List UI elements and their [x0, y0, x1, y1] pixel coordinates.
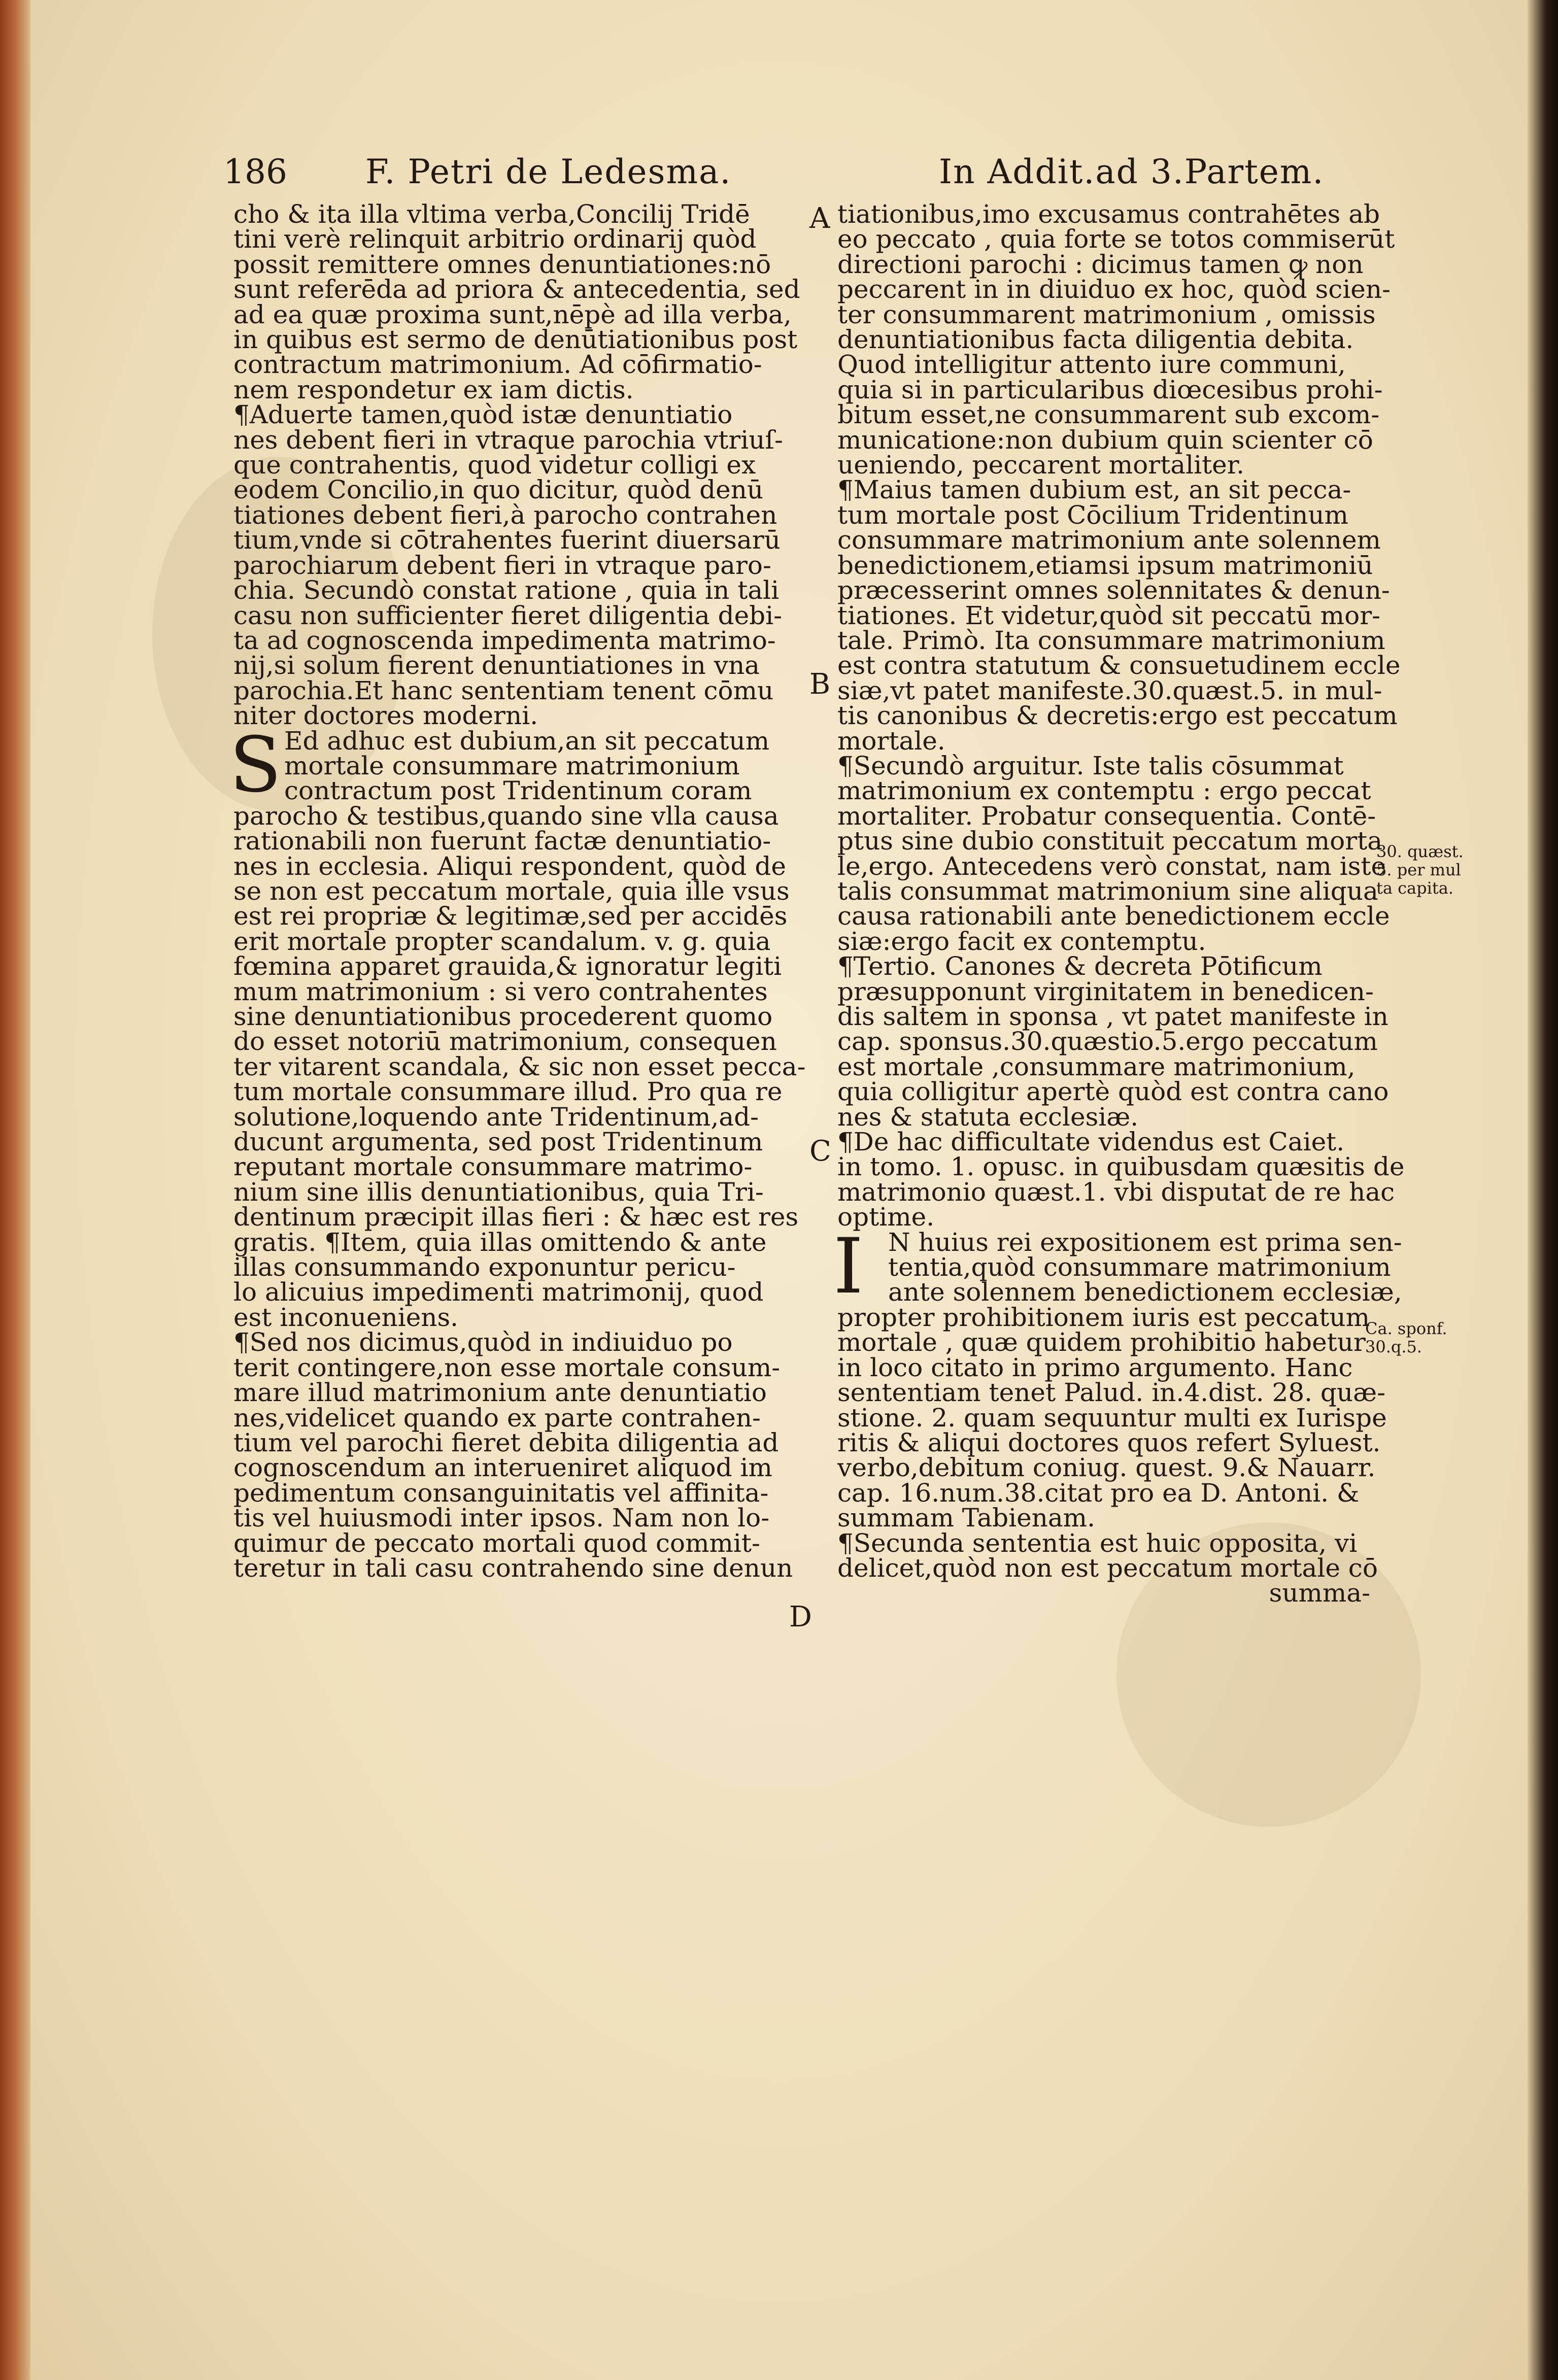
text-line: siæ,vt patet manifeste.30.quæst.5. in mul- [837, 675, 1382, 705]
text-line: cognoscendum an interueniret aliquod im [233, 1453, 772, 1483]
text-line: propter prohibitionem iuris est peccatum [837, 1302, 1370, 1332]
text-line: terit contingere,non esse mortale consum- [233, 1352, 781, 1382]
text-line: stione. 2. quam sequuntur multi ex Iurispe [837, 1403, 1387, 1433]
text-line: tiationes debent fieri,à parocho contrahen [233, 500, 777, 530]
paragraph [233, 199, 802, 404]
page-edge-right [1528, 0, 1558, 2380]
paragraph-with-initial [229, 721, 806, 1332]
text-line: ¶Tertio. Canones & decreta Pōtificum [837, 951, 1323, 981]
text-line: nium sine illis denuntiationibus, quia Tri- [233, 1177, 764, 1207]
margin-note-line: ta capita. [1376, 878, 1453, 898]
text-line: municatione:non dubium quin scienter cō [837, 425, 1373, 455]
text-line: illas consummando exponuntur pericu- [233, 1252, 736, 1282]
text-line: est contra statutum & consuetudinem eccle [837, 651, 1401, 681]
text-line: bitum esset,ne consummarent sub excom- [837, 400, 1380, 430]
paragraph [837, 1302, 1387, 1533]
text-line: niter doctores moderni. [233, 701, 538, 731]
text-line: ptus sine dubio constituit peccatum morta [837, 826, 1383, 856]
text-line: possit remittere omnes denuntiationes:nō [233, 249, 771, 279]
text-line: quimur de peccato mortali quod commit- [233, 1528, 760, 1558]
text-line: dis saltem in sponsa , vt patet manifeste in [837, 1002, 1388, 1031]
text-line: lo alicuius impedimenti matrimonij, quod [233, 1277, 764, 1307]
indented-lines [837, 1227, 1402, 1307]
text-line: causa rationabili ante benedictionem eccle [837, 901, 1390, 931]
text-line: quia si in particularibus diœcesibus prohi- [837, 375, 1383, 404]
catchword-text: summa- [1269, 1578, 1370, 1608]
text-line: tiationibus,imo excusamus contrahētes ab [837, 199, 1380, 229]
text-line: que contrahentis, quod videtur colligi ex [233, 450, 756, 480]
text-line: cap. 16.num.38.citat pro ea D. Antoni. & [837, 1478, 1360, 1508]
text-line: mum matrimonium : si vero contrahentes [233, 976, 768, 1006]
text-line: peccarent in in diuiduo ex hoc, quòd scien- [837, 275, 1391, 304]
text-line: benedictionem,etiamsi ipsum matrimoniū [837, 550, 1373, 580]
text-line: cap. sponsus.30.quæstio.5.ergo peccatum [837, 1027, 1378, 1057]
page-number: 186 [223, 152, 287, 191]
text-line: ritis & aliqui doctores quos refert Syluest. [837, 1427, 1381, 1457]
text-line: nes & statuta ecclesiæ. [837, 1102, 1139, 1132]
text-line: parochia.Et hanc sententiam tenent cōmu [233, 675, 774, 705]
text-line: ¶Maius tamen dubium est, an sit pecca- [837, 475, 1351, 505]
paragraph [837, 475, 1401, 756]
page-edge-left [0, 0, 30, 2380]
paragraph [837, 199, 1395, 480]
text-line: summam Tabienam. [837, 1503, 1095, 1533]
section-letter-c: C [809, 1135, 831, 1168]
paragraph [837, 951, 1389, 1132]
text-line: nes in ecclesia. Aliqui respondent, quòd de [233, 851, 786, 881]
text-line: ueniendo, peccarent mortaliter. [837, 450, 1245, 480]
text-line: ¶Secunda sententia est huic opposita, vi [837, 1528, 1358, 1558]
text-line: tis canonibus & decretis:ergo est peccatum [837, 701, 1398, 731]
text-line: contractum post Tridentinum coram [284, 776, 752, 806]
text-line: eo peccato , quia forte se totos commiserūt [837, 224, 1395, 254]
text-line: præsupponunt virginitatem in benedicen- [837, 976, 1374, 1006]
running-title-section: In Addit.ad 3.Partem. [939, 152, 1325, 191]
paragraph [233, 400, 802, 731]
text-line: nij,si solum fierent denuntiationes in vna [233, 651, 760, 681]
drop-cap-initial: S [229, 721, 282, 809]
left-text-column [229, 199, 806, 1583]
text-line: tum mortale post Cōcilium Tridentinum [837, 500, 1348, 530]
text-line: talis consummat matrimonium sine aliqua [837, 876, 1378, 906]
text-line: tentia,quòd consummare matrimonium [888, 1252, 1391, 1282]
section-letter-b: B [809, 668, 831, 701]
text-line: tis vel huiusmodi inter ipsos. Nam non lo- [233, 1503, 770, 1533]
text-line: ta ad cognoscenda impedimenta matrimo- [233, 625, 776, 655]
text-line: contractum matrimonium. Ad cōfirmatio- [233, 350, 762, 380]
text-line: mortaliter. Probatur consequentia. Contē- [837, 801, 1376, 831]
text-line: rationabili non fuerunt factæ denuntiatio- [233, 826, 771, 856]
text-line: siæ:ergo facit ex contemptu. [837, 926, 1206, 956]
text-line: gratis. ¶Item, quia illas omittendo & ante [233, 1227, 767, 1257]
text-line: ¶Aduerte tamen,quòd istæ denuntiatio [233, 400, 733, 430]
text-line: reputant mortale consummare matrimo- [233, 1152, 753, 1182]
text-line: parochiarum debent fieri in vtraque paro- [233, 550, 771, 580]
text-line: ¶Secundò arguitur. Iste talis cōsummat [837, 751, 1344, 780]
text-line: tiationes. Et videtur,quòd sit peccatū mor- [837, 600, 1380, 630]
margin-note-line: Ca. sponf. [1365, 1319, 1447, 1338]
running-title-author: F. Petri de Ledesma. [365, 152, 732, 191]
text-line: parocho & testibus,quando sine vlla causa [233, 801, 779, 831]
text-line: mortale. [837, 726, 945, 756]
running-header [0, 152, 1558, 203]
text-line: quia colligitur apertè quòd est contra cano [837, 1077, 1389, 1107]
text-line: est inconueniens. [233, 1302, 459, 1332]
text-line: ante solennem benedictionem ecclesiæ, [888, 1277, 1402, 1307]
text-line: ter consummarent matrimonium , omissis [837, 299, 1376, 329]
text-line: casu non sufficienter fieret diligentia debi- [233, 600, 783, 630]
text-line: chia. Secundò constat ratione , quia in tali [233, 575, 780, 605]
section-letter-a: A [809, 202, 830, 235]
text-line: solutione,loquendo ante Tridentinum,ad- [233, 1102, 759, 1132]
margin-note [1376, 842, 1464, 897]
text-line: in tomo. 1. opusc. in quibusdam quæsitis de [837, 1152, 1405, 1182]
margin-note-line: 30.q.5. [1365, 1337, 1422, 1356]
text-line: ducunt argumenta, sed post Tridentinum [233, 1127, 763, 1157]
text-line: directioni parochi : dicimus tamen ꝙ non [837, 249, 1364, 279]
text-line: matrimonium ex contemptu : ergo peccat [837, 776, 1371, 806]
text-line: tium,vnde si cōtrahentes fuerint diuersarū [233, 525, 781, 555]
paragraph [233, 1330, 802, 1581]
text-line: ¶De hac difficultate videndus est Caiet. [837, 1127, 1345, 1157]
text-line: est mortale ,consummare matrimonium, [837, 1051, 1356, 1081]
text-line: sunt referēda ad priora & antecedentia, sed [233, 275, 800, 304]
text-line: denuntiationibus facta diligentia debita. [837, 325, 1354, 355]
catchword [837, 1578, 1370, 1608]
text-line: ad ea quæ proxima sunt,nēpè ad illa verba, [233, 299, 792, 329]
text-line: tale. Primò. Ita consummare matrimonium [837, 625, 1385, 655]
text-line: sine denuntiationibus procederent quomo [233, 1002, 773, 1031]
indented-lines [233, 726, 802, 806]
text-line: delicet,quòd non est peccatum mortale cō [837, 1553, 1378, 1583]
text-line: erit mortale propter scandalum. v. g. quia [233, 926, 771, 956]
text-line: tium vel parochi fieret debita diligentia ad [233, 1427, 779, 1457]
text-line: Ed adhuc est dubium,an sit peccatum [284, 726, 770, 756]
text-line: le,ergo. Antecedens verò constat, nam iste [837, 851, 1386, 881]
text-line: verbo,debitum coniug. quest. 9.& Nauarr. [837, 1453, 1376, 1483]
text-line: est rei propriæ & legitimæ,sed per accidēs [233, 901, 788, 931]
margin-note-line: 30. quæst. [1376, 842, 1464, 861]
text-line: tini verè relinquit arbitrio ordinarij quòd [233, 224, 757, 254]
section-letter-d: D [789, 1601, 812, 1634]
text-line: optime. [837, 1202, 935, 1232]
paragraph [837, 751, 1390, 956]
text-line: nes,videlicet quando ex parte contrahen- [233, 1403, 761, 1433]
text-line: nem respondetur ex iam dictis. [233, 375, 634, 404]
text-line: ¶Sed nos dicimus,quòd in indiuiduo po [233, 1328, 733, 1357]
text-line: in loco citato in primo argumento. Hanc [837, 1352, 1353, 1382]
text-line: tum mortale consummare illud. Pro qua re [233, 1077, 783, 1107]
text-line: cho & ita illa vltima verba,Concilij Tridē [233, 199, 750, 229]
text-line: teretur in tali casu contrahendo sine denun [233, 1553, 793, 1583]
text-line: do esset notoriū matrimonium, consequen [233, 1027, 777, 1057]
text-line: fœmina apparet grauida,& ignoratur legiti [233, 951, 782, 981]
paragraph [233, 801, 806, 1332]
text-line: N huius rei expositionem est prima sen- [888, 1227, 1402, 1257]
text-line: mortale consummare matrimonium [284, 751, 740, 780]
text-line: eodem Concilio,in quo dicitur, quòd denū [233, 475, 764, 505]
text-line: mare illud matrimonium ante denuntiatio [233, 1378, 767, 1408]
margin-note-line: 5. per mul [1376, 860, 1461, 879]
text-line: pedimentum consanguinitatis vel affinita- [233, 1478, 769, 1508]
paragraph [837, 1528, 1378, 1583]
margin-note [1365, 1319, 1447, 1356]
text-line: nes debent fieri in vtraque parochia vtriuſ- [233, 425, 783, 455]
paragraph [837, 1127, 1405, 1232]
text-line: mortale , quæ quidem prohibitio habetur [837, 1328, 1366, 1357]
text-line: sententiam tenet Palud. in.4.dist. 28. quæ- [837, 1378, 1386, 1408]
text-line: se non est peccatum mortale, quia ille vsus [233, 876, 790, 906]
text-line: Quod intelligitur attento iure communi, [837, 350, 1346, 380]
text-line: consummare matrimonium ante solennem [837, 525, 1381, 555]
text-line: in quibus est sermo de denūtiationibus post [233, 325, 798, 355]
text-line: matrimonio quæst.1. vbi disputat de re hac [837, 1177, 1395, 1207]
text-line: dentinum præcipit illas fieri : & hæc est res [233, 1202, 799, 1232]
text-line: præcesserint omnes solennitates & denun- [837, 575, 1390, 605]
text-line: ter vitarent scandala, & sic non esset pecca- [233, 1051, 806, 1081]
drop-cap-initial: I [833, 1222, 864, 1311]
